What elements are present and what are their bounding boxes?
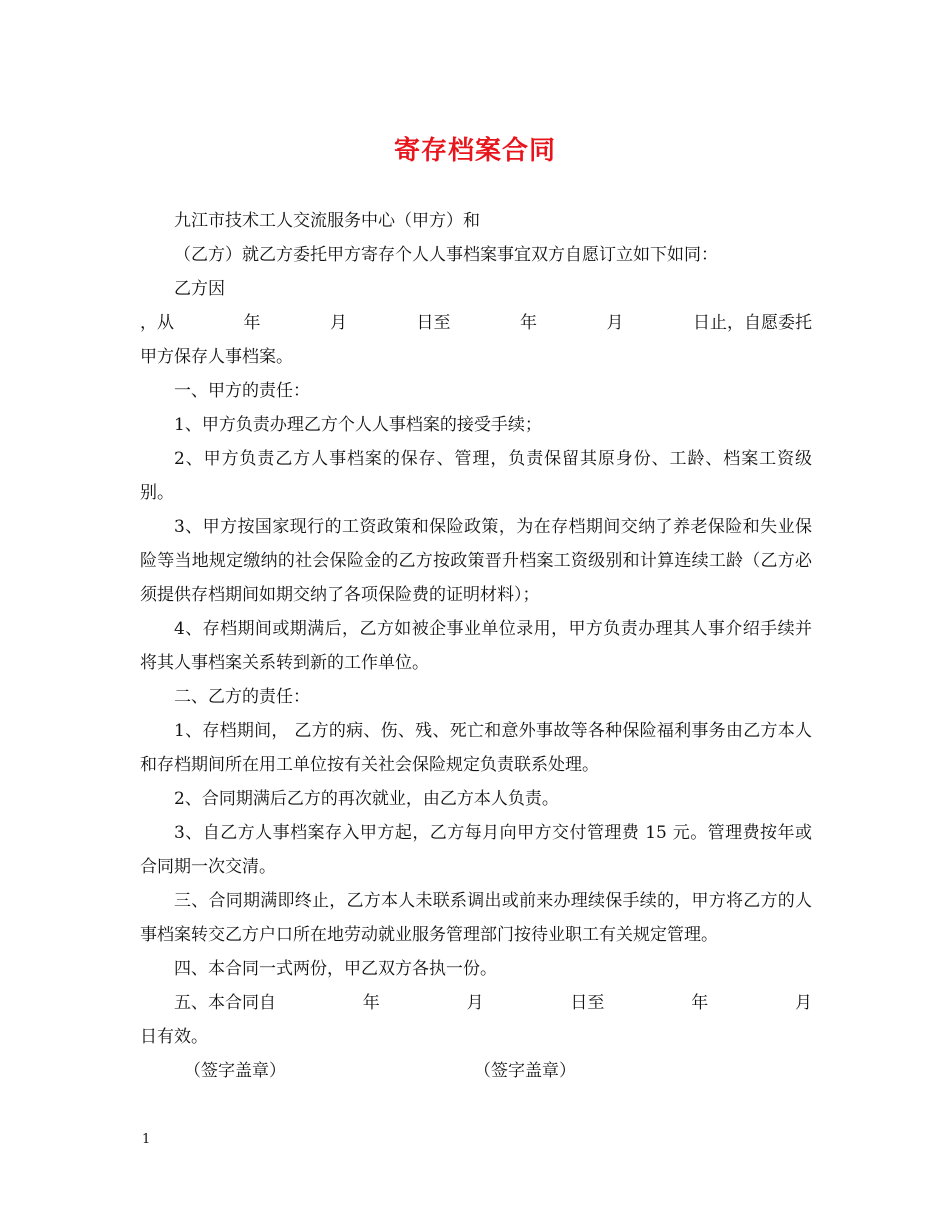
section-heading-party-a: 一、甲方的责任： [174,381,310,401]
clause-a-3: 3、甲方按国家现行的工资政策和保险政策，为在存档期间交纳了养老保险和失业保险等当地规定缴纳的社会保险金的乙方按政策晋升档案工资级别和计算连续工龄（乙方必须提供存档期间如期交纳了各项保险费的证明材料）； [140,517,812,605]
signature-left: （签字盖章） [184,1061,286,1081]
validity-seg-day-to: 日至 [570,993,605,1013]
section-four: 四、本合同一式两份，甲乙双方各执一份。 [174,959,497,979]
clause-b-3: 3、自乙方人事档案存入甲方起，乙方每月向甲方交付管理费 15 元。管理费按年或合同期一次交清。 [140,823,812,877]
date-seg-day-end: 日止，自愿委托 [693,313,812,333]
document-title: 寄存档案合同 [393,136,556,166]
paragraph-entrust-continuation: 甲方保存人事档案。 [140,347,293,367]
clause-b-1: 1、存档期间， 乙方的病、伤、残、死亡和意外事故等各种保险福利事务由乙方本人和存档期间所在用工单位按有关社会保险规定负责联系处理。 [140,721,812,775]
paragraph-reason: 乙方因 [174,279,225,299]
date-seg-year-start: 年 [243,313,261,333]
date-seg-month-end: 月 [606,313,624,333]
section-three: 三、合同期满即终止，乙方本人未联系调出或前来办理续保手续的，甲方将乙方的人事档案转交乙方户口所在地劳动就业服务管理部门按待业职工有关规定管理。 [140,891,812,945]
document-body [140,204,812,1088]
validity-seg-month-start: 月 [466,993,484,1013]
signature-right: （签字盖章） [474,1061,576,1081]
signature-row [140,1054,812,1088]
date-seg-day-to: 日至 [416,313,451,333]
date-seg-month-start: 月 [330,313,347,333]
date-seg-from: ，从 [140,313,174,333]
paragraph-agreement-intro: （乙方）就乙方委托甲方寄存个人人事档案事宜双方自愿订立如下如同： [174,245,718,265]
validity-seg-month-end: 月 [794,993,812,1013]
clause-a-2: 2、甲方负责乙方人事档案的保存、管理，负责保留其原身份、工龄、档案工资级别。 [140,449,812,503]
clause-a-1: 1、甲方负责办理乙方个人人事档案的接受手续； [174,415,542,435]
validity-seg-from: 五、本合同自 [174,993,276,1013]
section-heading-party-b: 二、乙方的责任： [174,687,310,707]
validity-seg-year-start: 年 [362,993,380,1013]
validity-seg-year-end: 年 [691,993,709,1013]
page-number: 1 [142,1132,151,1147]
clause-b-2: 2、合同期满后乙方的再次就业，由乙方本人负责。 [174,789,559,809]
date-seg-year-end: 年 [520,313,537,333]
validity-date-line [140,986,812,1020]
section-five-continuation: 日有效。 [140,1027,208,1047]
date-range-line [140,306,812,340]
paragraph-parties: 九江市技术工人交流服务中心（甲方）和 [174,211,480,231]
clause-a-4: 4、存档期间或期满后，乙方如被企事业单位录用，甲方负责办理其人事介绍手续并将其人事档案关系转到新的工作单位。 [140,619,812,673]
